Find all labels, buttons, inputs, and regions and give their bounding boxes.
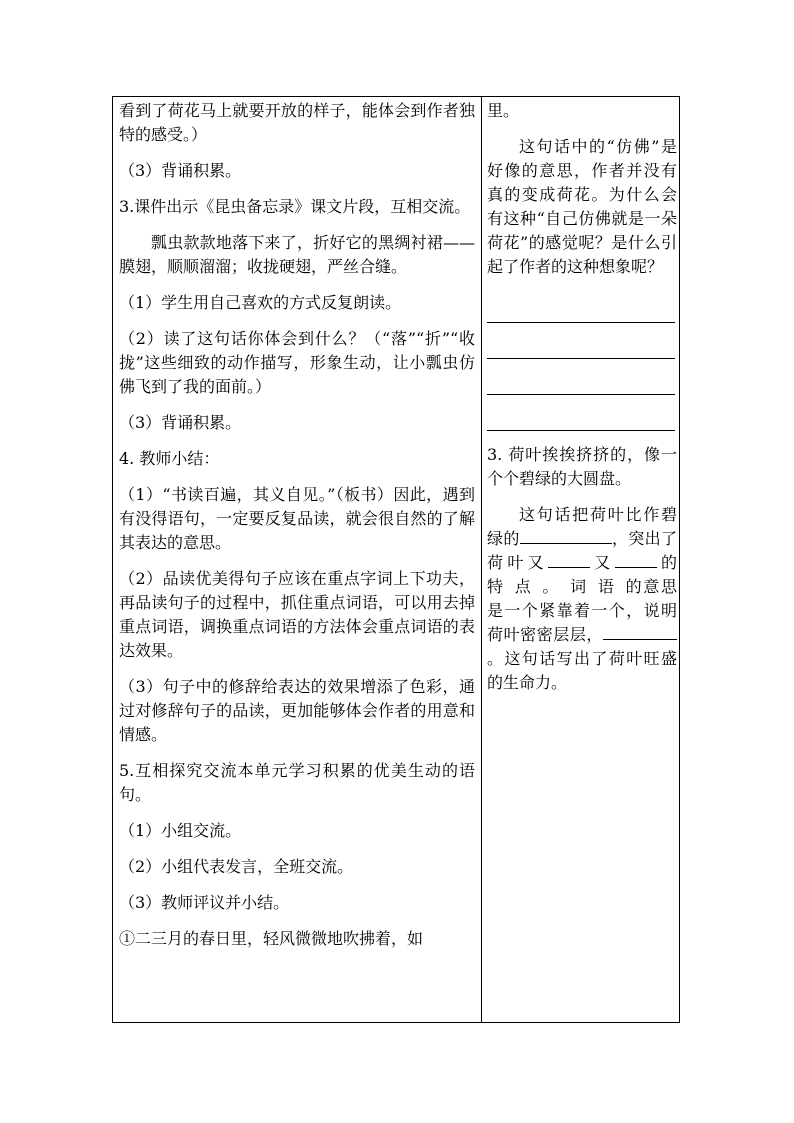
- fill-blank[interactable]: [520, 529, 612, 544]
- answer-line[interactable]: [487, 323, 675, 359]
- paragraph: 看到了荷花马上就要开放的样子，能体会到作者独特的感受。）: [119, 101, 475, 144]
- section-heading: 4. 教师小结：: [119, 449, 220, 468]
- paragraph: （1）“书读百遍，其义自见。”（板书）因此，遇到有没得语句，一定要反复品读，就会很自然的了解其表达的意思。: [119, 485, 475, 552]
- text: 又: [589, 553, 615, 572]
- fill-blank[interactable]: [603, 625, 677, 640]
- right-column: [487, 99, 677, 695]
- paragraph: （2）品读优美得句子应该在重点字词上下功夫，再品读句子的过程中，抓住重点词语，可以用去掉重点词语，调换重点词语的方法体会重点词语的表达效果。: [119, 569, 475, 660]
- paragraph: （3）背诵积累。: [119, 413, 242, 432]
- paragraph: （1）小组交流。: [119, 821, 242, 840]
- lesson-table: [112, 96, 680, 1023]
- paragraph: （1）学生用自己喜欢的方式反复朗读。: [119, 293, 402, 312]
- text: 特点。词语: [487, 577, 626, 596]
- answer-line[interactable]: [487, 287, 675, 323]
- paragraph: （2）小组代表发言，全班交流。: [119, 857, 354, 876]
- fill-blank[interactable]: [548, 553, 590, 568]
- fill-in-paragraph: [487, 503, 677, 695]
- paragraph: 3.课件出示《昆虫备忘录》课文片段，互相交流。: [119, 197, 471, 216]
- paragraph: （3）教师评议并小结。: [119, 893, 290, 912]
- column-divider: [481, 97, 482, 1022]
- paragraph: 3. 荷叶挨挨挤挤的，像一个个碧绿的大圆盘。: [487, 445, 677, 488]
- question-paragraph: 这句话中的“仿佛”是好像的意思，作者并没有真的变成荷花。为什么会有这种“自己仿佛就是一朵荷花”的感觉呢？是什么引起了作者的这种想象呢？: [487, 137, 677, 276]
- paragraph: （3）句子中的修辞给表达的效果增添了色彩，通过对修辞句子的品读，更加能够体会作者的用意和情感。: [119, 677, 475, 744]
- text: 的意思是一个紧靠着一个，说明荷叶密密层层，: [487, 577, 677, 644]
- answer-lines: [487, 287, 677, 431]
- answer-line[interactable]: [487, 359, 675, 395]
- paragraph: 里。: [487, 101, 520, 120]
- fill-blank[interactable]: [615, 553, 657, 568]
- paragraph: 5.互相探究交流本单元学习积累的优美生动的语句。: [119, 761, 475, 804]
- text: ，突出了荷叶又: [487, 529, 677, 572]
- paragraph: ①二三月的春日里，轻风微微地吹拂着，如: [119, 929, 424, 948]
- paragraph: （3）背诵积累。: [119, 161, 242, 180]
- text: 这句话把荷叶比作碧绿的: [487, 505, 677, 548]
- answer-line[interactable]: [487, 395, 675, 431]
- text: 。这句话写出了荷叶旺盛的生命力。: [487, 649, 677, 692]
- paragraph: （2）读了这句话你体会到什么？（“落”“折”“收拢”这些细致的动作描写，形象生动，让小瓢虫仿佛飞到了我的面前。）: [119, 329, 475, 396]
- text: 的: [656, 553, 677, 572]
- quoted-passage: 瓢虫款款地落下来了，折好它的黑绸衬裙——膜翅，顺顺溜溜；收拢硬翅，严丝合缝。: [119, 233, 475, 276]
- left-column: [119, 99, 475, 951]
